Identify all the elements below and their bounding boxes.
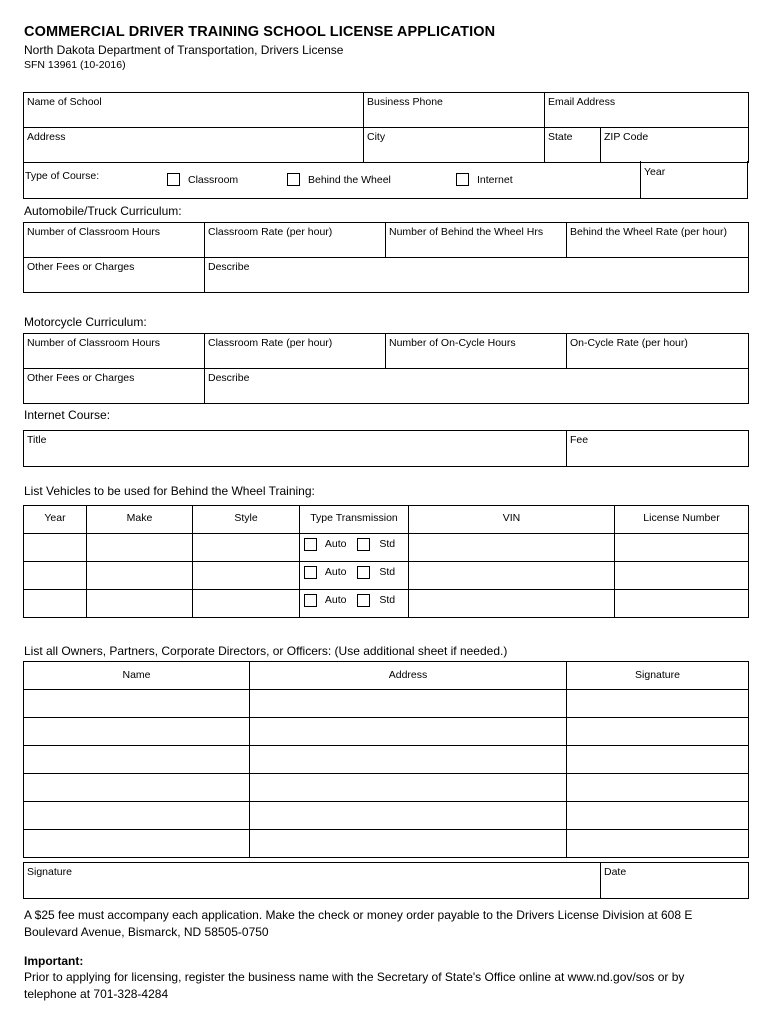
owner-address-field[interactable] [250, 802, 567, 830]
vehicle-transmission-cell [300, 590, 409, 618]
moto-classroom-hours-field[interactable]: Number of Classroom Hours [24, 334, 205, 369]
vehicle-vin-field[interactable] [409, 562, 615, 590]
vehicle-year-field[interactable] [24, 590, 87, 618]
vehicles-heading: List Vehicles to be used for Behind the Wheel Training: [24, 484, 315, 498]
auto-btw-hours-field[interactable]: Number of Behind the Wheel Hrs [386, 223, 567, 258]
owner-signature-field[interactable] [567, 746, 749, 774]
owner-name-field[interactable] [24, 830, 250, 858]
state-field[interactable]: State [545, 128, 601, 163]
vehicle-style-field[interactable] [193, 562, 300, 590]
owner-address-field[interactable] [250, 690, 567, 718]
classroom-checkbox[interactable] [167, 173, 180, 186]
vehicle-make-field[interactable] [87, 562, 193, 590]
auto-btw-rate-field[interactable]: Behind the Wheel Rate (per hour) [567, 223, 749, 258]
important-text: Prior to applying for licensing, register the business name with the Secretary of State's Office online at www.nd.gov/sos or by telephone at 701-328-4284 [24, 970, 685, 1001]
std-checkbox[interactable] [357, 538, 370, 551]
table-row [24, 562, 749, 590]
internet-course-heading: Internet Course: [24, 408, 111, 422]
department-name: North Dakota Department of Transportation, Drivers License [24, 43, 344, 57]
vehicle-style-field[interactable] [193, 534, 300, 562]
internet-fee-field[interactable]: Fee [567, 431, 749, 467]
owner-name-field[interactable] [24, 718, 250, 746]
internet-label: Internet [477, 174, 513, 186]
table-row [24, 830, 749, 858]
vehicle-make-field[interactable] [87, 590, 193, 618]
col-header-type-transmission: Type Transmission [300, 506, 409, 534]
auto-checkbox[interactable] [304, 538, 317, 551]
form-number: SFN 13961 (10-2016) [24, 59, 126, 71]
vehicle-vin-field[interactable] [409, 534, 615, 562]
behind-the-wheel-checkbox[interactable] [287, 173, 300, 186]
std-label: Std [379, 594, 396, 607]
vehicle-year-field[interactable] [24, 534, 87, 562]
std-label: Std [379, 566, 396, 579]
vehicle-transmission-cell [300, 534, 409, 562]
moto-oncycle-rate-field[interactable]: On-Cycle Rate (per hour) [567, 334, 749, 369]
std-checkbox[interactable] [357, 566, 370, 579]
type-of-course-label: Type of Course: [25, 170, 100, 182]
moto-oncycle-hours-field[interactable]: Number of On-Cycle Hours [386, 334, 567, 369]
auto-checkbox[interactable] [304, 566, 317, 579]
auto-label: Auto [324, 594, 347, 606]
vehicle-year-field[interactable] [24, 562, 87, 590]
auto-classroom-hours-field[interactable]: Number of Classroom Hours [24, 223, 205, 258]
internet-title-field[interactable]: Title [24, 431, 567, 467]
owner-name-field[interactable] [24, 802, 250, 830]
address-field[interactable]: Address [24, 128, 364, 163]
fee-note: A $25 fee must accompany each application. Make the check or money order payable to the Drivers License Division at 608 E Boulevard Avenue, Bismarck, ND 58505-0750 [24, 908, 693, 939]
owner-name-field[interactable] [24, 690, 250, 718]
email-address-field[interactable]: Email Address [545, 93, 749, 128]
vehicle-license-number-field[interactable] [615, 562, 749, 590]
auto-label: Auto [324, 566, 347, 578]
owner-signature-field[interactable] [567, 718, 749, 746]
moto-curriculum-heading: Motorcycle Curriculum: [24, 315, 147, 329]
owner-address-field[interactable] [250, 718, 567, 746]
table-row [24, 534, 749, 562]
table-row [24, 718, 749, 746]
vehicles-table [23, 505, 749, 618]
table-row [24, 590, 749, 618]
signature-field[interactable]: Signature [24, 863, 601, 899]
date-field[interactable]: Date [601, 863, 749, 899]
vehicle-vin-field[interactable] [409, 590, 615, 618]
table-row [24, 690, 749, 718]
owner-address-field[interactable] [250, 774, 567, 802]
city-field[interactable]: City [364, 128, 545, 163]
auto-curriculum-heading: Automobile/Truck Curriculum: [24, 204, 182, 218]
col-header-license-number: License Number [615, 506, 749, 534]
form-title: COMMERCIAL DRIVER TRAINING SCHOOL LICENSE APPLICATION [24, 24, 496, 40]
col-header-year: Year [24, 506, 87, 534]
year-label: Year [644, 166, 666, 178]
auto-other-fees-field[interactable]: Other Fees or Charges [24, 258, 205, 293]
auto-label: Auto [324, 538, 347, 550]
moto-other-fees-field[interactable]: Other Fees or Charges [24, 369, 205, 404]
signoff-table [23, 862, 749, 899]
owners-table [23, 661, 749, 858]
owners-heading: List all Owners, Partners, Corporate Directors, or Officers: (Use additional sheet if needed.) [24, 644, 508, 658]
auto-checkbox[interactable] [304, 594, 317, 607]
vehicle-style-field[interactable] [193, 590, 300, 618]
school-info-table [23, 92, 749, 163]
classroom-label: Classroom [188, 174, 239, 186]
col-header-name: Name [24, 662, 250, 690]
owner-signature-field[interactable] [567, 690, 749, 718]
auto-describe-field[interactable]: Describe [205, 258, 749, 293]
business-phone-field[interactable]: Business Phone [364, 93, 545, 128]
moto-describe-field[interactable]: Describe [205, 369, 749, 404]
moto-curriculum-table [23, 333, 749, 404]
table-row [24, 746, 749, 774]
important-heading: Important: [24, 954, 84, 968]
name-of-school-field[interactable]: Name of School [24, 93, 364, 128]
vehicle-transmission-cell [300, 562, 409, 590]
owner-address-field[interactable] [250, 830, 567, 858]
owner-signature-field[interactable] [567, 802, 749, 830]
moto-classroom-rate-field[interactable]: Classroom Rate (per hour) [205, 334, 386, 369]
col-header-vin: VIN [409, 506, 615, 534]
vehicle-license-number-field[interactable] [615, 534, 749, 562]
table-row [24, 802, 749, 830]
std-label: Std [379, 538, 396, 551]
owner-name-field[interactable] [24, 774, 250, 802]
vehicle-license-number-field[interactable] [615, 590, 749, 618]
owner-signature-field[interactable] [567, 774, 749, 802]
internet-course-table [23, 430, 749, 467]
auto-classroom-rate-field[interactable]: Classroom Rate (per hour) [205, 223, 386, 258]
behind-the-wheel-label: Behind the Wheel [308, 174, 391, 186]
col-header-style: Style [193, 506, 300, 534]
col-header-make: Make [87, 506, 193, 534]
col-header-signature: Signature [567, 662, 749, 690]
table-row [24, 774, 749, 802]
vehicle-make-field[interactable] [87, 534, 193, 562]
zip-code-field[interactable]: ZIP Code [601, 128, 749, 163]
auto-curriculum-table [23, 222, 749, 293]
owner-name-field[interactable] [24, 746, 250, 774]
owner-signature-field[interactable] [567, 830, 749, 858]
col-header-address: Address [250, 662, 567, 690]
internet-checkbox[interactable] [456, 173, 469, 186]
owner-address-field[interactable] [250, 746, 567, 774]
std-checkbox[interactable] [357, 594, 370, 607]
